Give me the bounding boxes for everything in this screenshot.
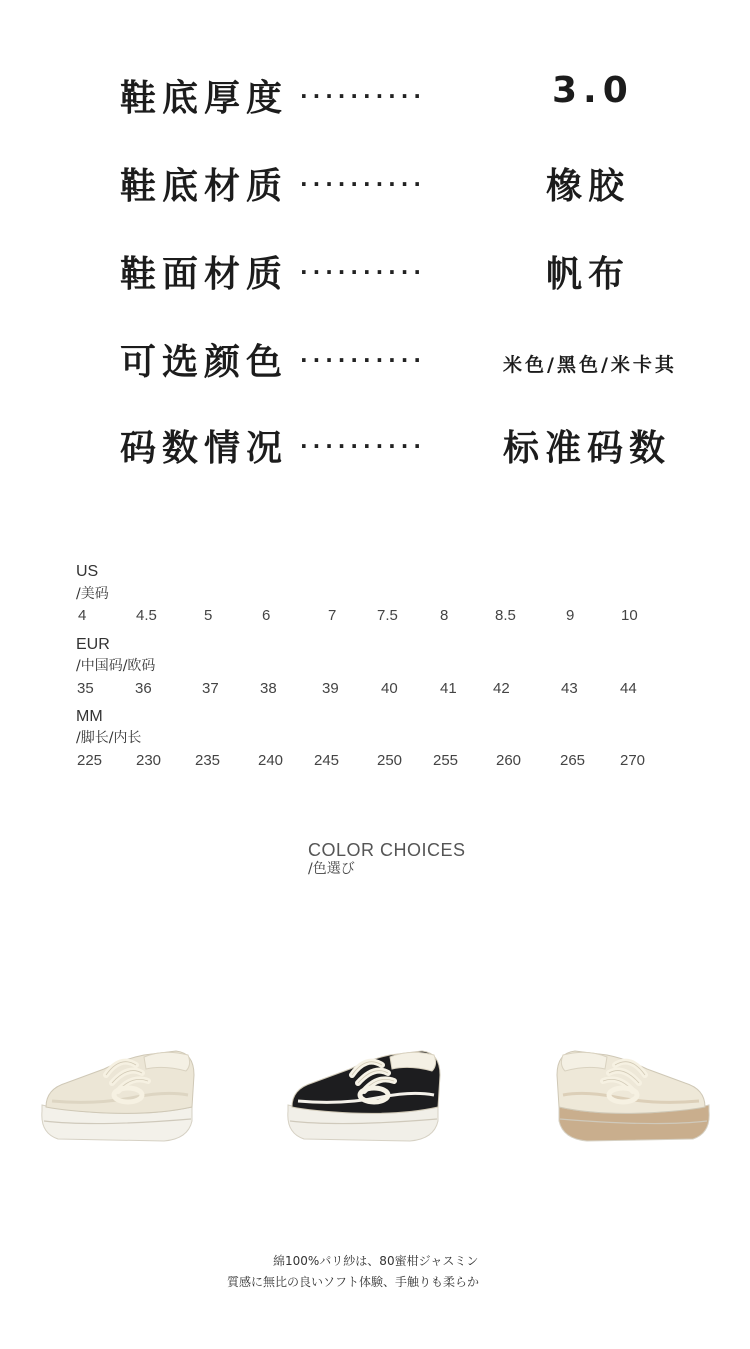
spec-value: 标准码数 (503, 428, 672, 469)
size-cell: 4 (78, 607, 87, 624)
spec-leader-dots: ·········· (300, 434, 426, 458)
size-cell: 255 (433, 752, 459, 769)
spec-row (0, 334, 750, 394)
black-shoe (282, 1035, 452, 1155)
size-cell: 6 (262, 607, 271, 624)
spec-row (0, 246, 750, 306)
shoe-illustration (545, 1035, 715, 1155)
size-cell: 7.5 (377, 607, 398, 624)
size-cell: 8 (440, 607, 449, 624)
size-cell: 230 (136, 752, 162, 769)
size-cell: 250 (377, 752, 403, 769)
khaki-shoe (545, 1035, 715, 1155)
size-cell: 38 (260, 680, 277, 697)
size-cell: 260 (496, 752, 522, 769)
spec-leader-dots: ·········· (300, 84, 426, 108)
size-cell: 8.5 (495, 607, 516, 624)
spec-leader-dots: ·········· (300, 172, 426, 196)
size-cell: 37 (202, 680, 219, 697)
size-chart-us-subheader: /美码 (76, 586, 109, 602)
spec-label: 鞋面材质 (120, 254, 289, 295)
size-cell: 36 (135, 680, 152, 697)
size-cell: 42 (493, 680, 510, 697)
size-cell: 35 (77, 680, 94, 697)
size-cell: 7 (328, 607, 337, 624)
size-cell: 43 (561, 680, 578, 697)
size-cell: 5 (204, 607, 213, 624)
size-cell: 225 (77, 752, 103, 769)
color-choices-title: COLOR CHOICES (308, 840, 466, 860)
size-chart-us-header: US (76, 563, 99, 580)
spec-row (0, 70, 750, 130)
size-cell: 270 (620, 752, 646, 769)
size-cell: 4.5 (136, 607, 157, 624)
spec-value: 橡胶 (546, 166, 631, 207)
size-cell: 40 (381, 680, 398, 697)
size-cell: 240 (258, 752, 284, 769)
size-cell: 41 (440, 680, 457, 697)
spec-row (0, 420, 750, 480)
spec-label: 鞋底厚度 (120, 78, 289, 119)
material-note-line1: 綿100%パリ紗は、80蜜柑ジャスミン (273, 1254, 479, 1268)
spec-label: 可选颜色 (120, 342, 289, 383)
spec-value: 帆布 (546, 254, 631, 295)
spec-leader-dots: ·········· (300, 260, 426, 284)
size-cell: 39 (322, 680, 339, 697)
spec-label: 鞋底材质 (120, 166, 289, 207)
size-chart-mm-subheader: /脚长/内长 (76, 730, 142, 746)
size-chart-eur-header: EUR (76, 636, 110, 653)
size-chart-mm-header: MM (76, 708, 103, 725)
color-choices-subtitle: /色選び (308, 861, 355, 877)
size-cell: 235 (195, 752, 221, 769)
size-cell: 9 (566, 607, 575, 624)
size-cell: 265 (560, 752, 586, 769)
size-cell: 10 (621, 607, 638, 624)
size-chart-eur-subheader: /中国码/欧码 (76, 658, 156, 674)
material-note-line2: 質感に無比の良いソフト体験、手触りも柔らか (227, 1275, 480, 1289)
shoe-illustration (36, 1035, 206, 1155)
size-cell: 245 (314, 752, 340, 769)
spec-leader-dots: ·········· (300, 348, 426, 372)
spec-row (0, 158, 750, 218)
beige-shoe (36, 1035, 206, 1155)
size-cell: 44 (620, 680, 637, 697)
spec-value: 米色/黑色/米卡其 (503, 354, 677, 376)
spec-value: 3.0 (552, 70, 634, 111)
shoe-illustration (282, 1035, 452, 1155)
spec-label: 码数情况 (120, 428, 289, 469)
